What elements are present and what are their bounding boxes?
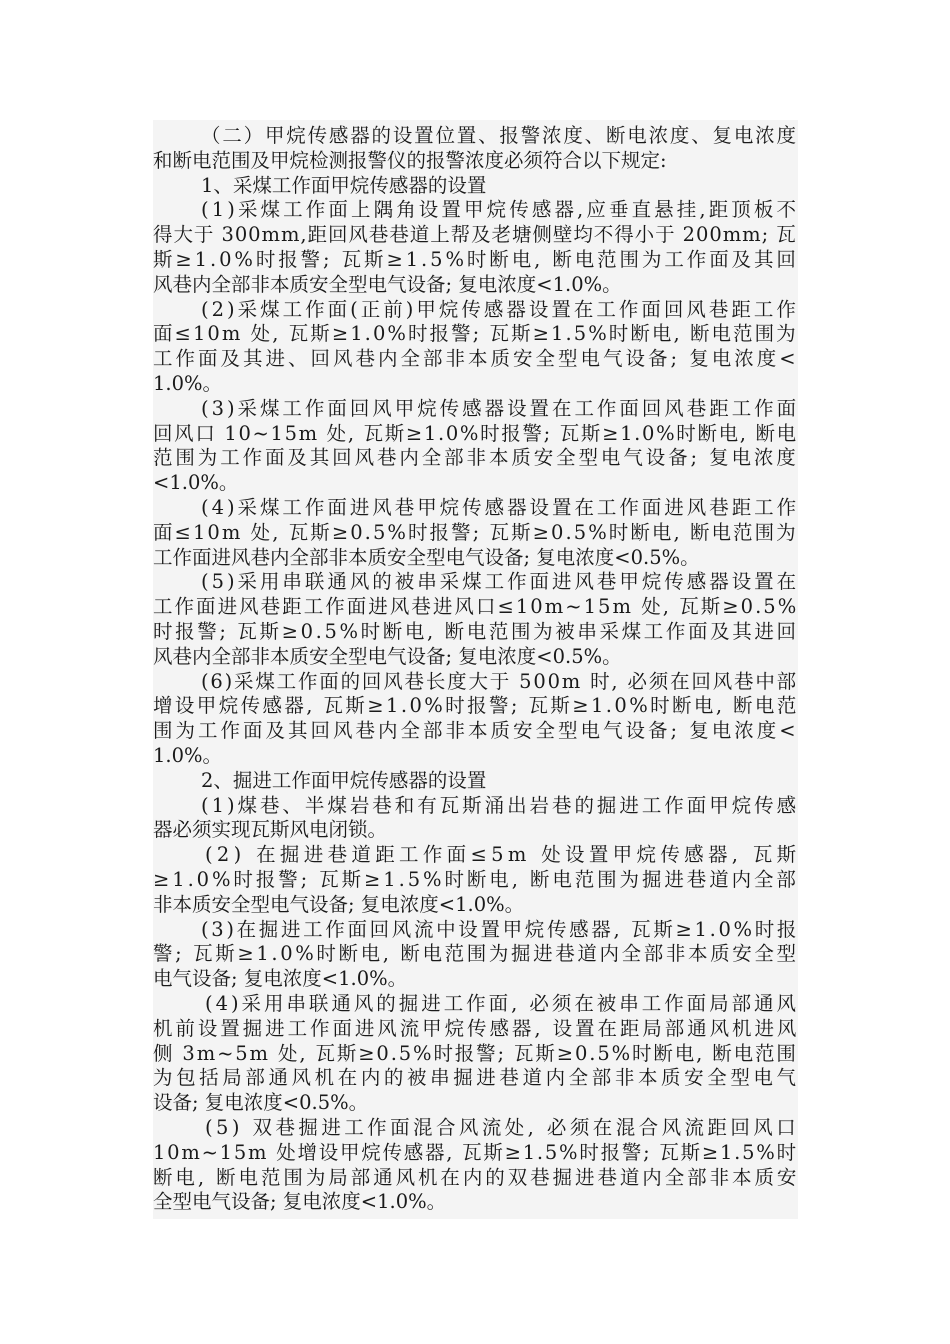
text-line: 和断电范围及甲烷检测报警仪的报警浓度必须符合以下规定: <box>153 148 667 172</box>
text-line: (1)煤巷、半煤岩巷和有瓦斯涌出岩巷的掘进工作面甲烷传感 <box>201 793 800 817</box>
text-line: 电气设备; 复电浓度<1.0%。 <box>153 967 408 991</box>
text-line: (3)采煤工作面回风甲烷传感器设置在工作面回风巷距工作面 <box>201 396 800 420</box>
text-line: 斯≥1.0%时报警; 瓦斯≥1.5%时断电, 断电范围为工作面及其回 <box>153 248 799 271</box>
text-line: 增设甲烷传感器, 瓦斯≥1.0%时报警; 瓦斯≥1.0%时断电, 断电范 <box>153 694 799 718</box>
text-line: (5)采用串联通风的被串采煤工作面进风巷甲烷传感器设置在 <box>201 570 800 594</box>
text-line: 1、采煤工作面甲烷传感器的设置 <box>201 173 487 197</box>
document-text-block <box>153 120 801 1219</box>
text-line: 范围为工作面及其回风巷内全部非本质安全型电气设备; 复电浓度 <box>153 446 799 470</box>
text-line: ≥1.0%时报警; 瓦斯≥1.5%时断电, 断电范围为掘进巷道内全部 <box>153 868 799 891</box>
text-line: 为包括局部通风机在内的被串掘进巷道内全部非本质安全型电气 <box>153 1066 800 1090</box>
text-line: (2)采煤工作面(正前)甲烷传感器设置在工作面回风巷距工作 <box>201 297 799 321</box>
text-line: 全型电气设备; 复电浓度<1.0%。 <box>153 1190 447 1214</box>
text-line: 风巷内全部非本质安全型电气设备; 复电浓度<1.0%。 <box>153 272 622 296</box>
text-line: 回风口 10~15m 处, 瓦斯≥1.0%时报警; 瓦斯≥1.0%时断电, 断电 <box>153 421 798 445</box>
text-line: (5) 双巷掘进工作面混合风流处, 必须在混合风流距回风口 <box>205 1116 800 1139</box>
text-line: <1.0%。 <box>153 471 239 495</box>
text-line: 得大于 300mm,距回风巷巷道上帮及老塘侧壁均不得小于 200mm; 瓦 <box>153 223 797 247</box>
text-line: (6)采煤工作面的回风巷长度大于 500m 时, 必须在回风巷中部 <box>201 669 798 693</box>
text-line: 1.0%。 <box>153 744 223 767</box>
text-line: 10m~15m 处增设甲烷传感器, 瓦斯≥1.5%时报警; 瓦斯≥1.5%时 <box>153 1140 798 1164</box>
text-line: 断电, 断电范围为局部通风机在内的双巷掘进巷道内全部非本质安 <box>153 1165 800 1189</box>
text-line: 面≤10m 处, 瓦斯≥0.5%时报警; 瓦斯≥0.5%时断电, 断电范围为 <box>153 520 798 544</box>
text-line: 工作面进风巷内全部非本质安全型电气设备; 复电浓度<0.5%。 <box>153 545 700 569</box>
text-line: 警; 瓦斯≥1.0%时断电, 断电范围为掘进巷道内全部非本质安全型 <box>153 942 799 966</box>
text-line: 非本质安全型电气设备; 复电浓度<1.0%。 <box>153 892 525 916</box>
text-line: 侧 3m~5m 处, 瓦斯≥0.5%时报警; 瓦斯≥0.5%时断电, 断电范围 <box>153 1041 798 1065</box>
text-line: 器必须实现瓦斯风电闭锁。 <box>153 818 388 842</box>
text-line: 工作面进风巷距工作面进风巷进风口≤10m~15m 处, 瓦斯≥0.5% <box>153 595 799 619</box>
text-line: (3)在掘进工作面回风流中设置甲烷传感器, 瓦斯≥1.0%时报 <box>201 917 800 941</box>
text-line: (1)采煤工作面上隅角设置甲烷传感器,应垂直悬挂,距顶板不 <box>201 198 800 222</box>
text-line: 2、掘进工作面甲烷传感器的设置 <box>201 768 487 792</box>
text-line: (4)采煤工作面进风巷甲烷传感器设置在工作面进风巷距工作 <box>201 496 800 519</box>
text-line: 面≤10m 处, 瓦斯≥1.0%时报警; 瓦斯≥1.5%时断电, 断电范围为 <box>153 322 798 346</box>
text-line: 1.0%。 <box>153 372 223 395</box>
text-line: (2) 在掘进巷道距工作面≤5m 处设置甲烷传感器, 瓦斯 <box>205 843 801 867</box>
text-line: 时报警; 瓦斯≥0.5%时断电, 断电范围为被串采煤工作面及其进回 <box>153 620 799 643</box>
text-line: 工作面及其进、回风巷内全部非本质安全型电气设备; 复电浓度< <box>153 347 799 371</box>
text-line: 机前设置掘进工作面进风流甲烷传感器, 设置在距局部通风机进风 <box>153 1016 800 1040</box>
text-line: 围为工作面及其回风巷内全部非本质安全型电气设备; 复电浓度< <box>153 719 799 743</box>
text-line: 设备; 复电浓度<0.5%。 <box>153 1091 369 1115</box>
text-line: 风巷内全部非本质安全型电气设备; 复电浓度<0.5%。 <box>153 644 622 668</box>
text-line: (4)采用串联通风的掘进工作面, 必须在被串工作面局部通风 <box>205 992 799 1015</box>
text-line: （二）甲烷传感器的设置位置、报警浓度、断电浓度、复电浓度 <box>201 124 798 147</box>
